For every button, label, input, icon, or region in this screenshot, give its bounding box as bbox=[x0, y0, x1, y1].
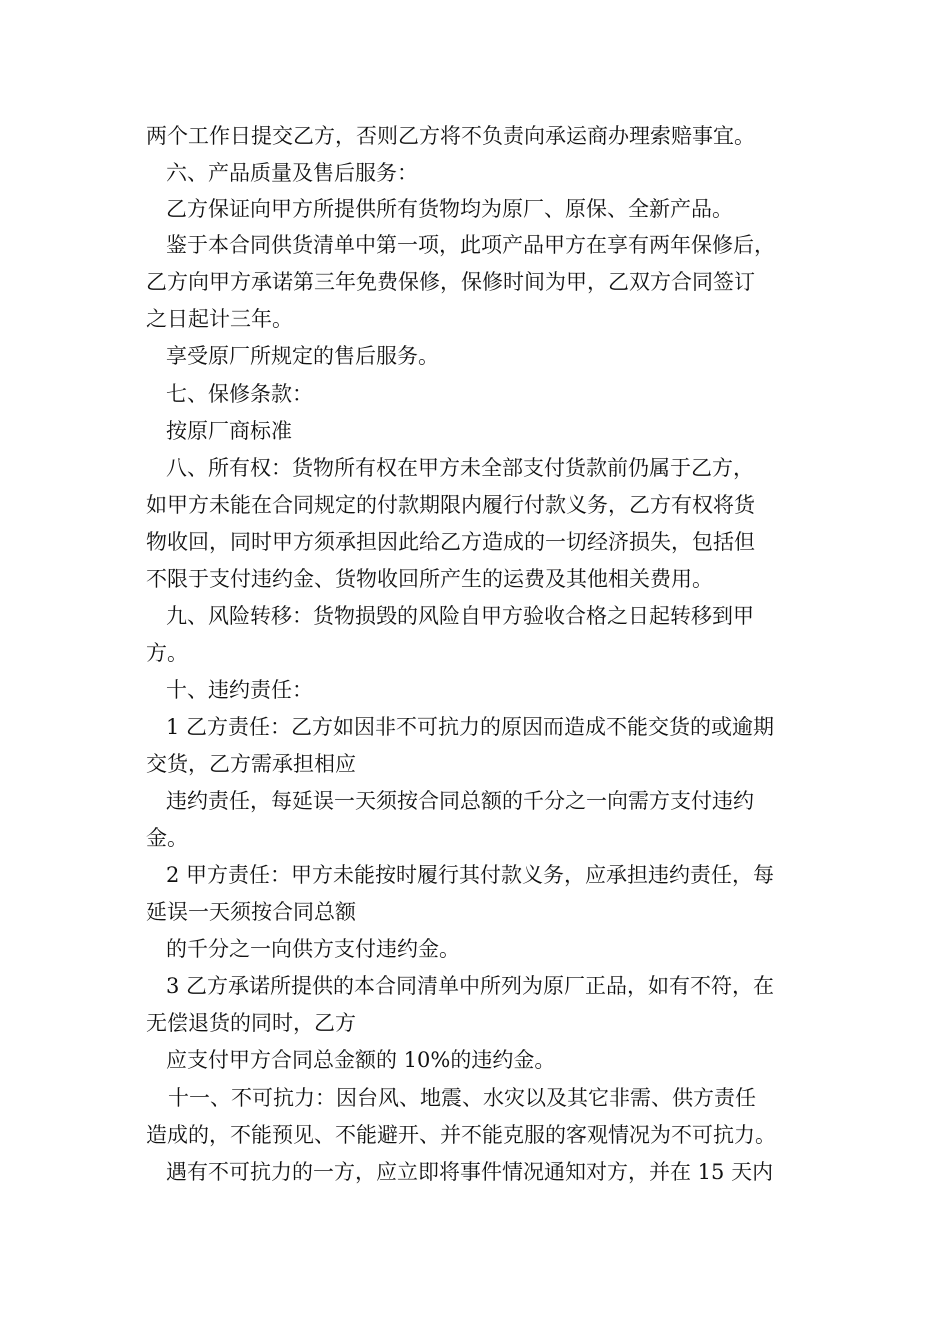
text-line: 如甲方未能在合同规定的付款期限内履行付款义务，乙方有权将货 bbox=[146, 493, 755, 517]
text-line: 3 乙方承诺所提供的本合同清单中所列为原厂正品，如有不符，在 bbox=[166, 974, 775, 998]
text-line: 造成的，不能预见、不能避开、并不能克服的客观情况为不可抗力。 bbox=[146, 1123, 776, 1147]
text-line: 乙方向甲方承诺第三年免费保修，保修时间为甲，乙双方合同签订 bbox=[146, 270, 755, 294]
text-line: 物收回，同时甲方须承担因此给乙方造成的一切经济损失，包括但 bbox=[146, 530, 755, 554]
text-line: 2 甲方责任：甲方未能按时履行其付款义务，应承担违约责任，每 bbox=[166, 863, 775, 887]
section-heading: 九、风险转移：货物损毁的风险自甲方验收合格之日起转移到甲 bbox=[166, 604, 754, 628]
text-line: 按原厂商标准 bbox=[166, 419, 292, 443]
text-line: 金。 bbox=[146, 826, 188, 850]
text-line: 延误一天须按合同总额 bbox=[146, 900, 356, 924]
text-line: 无偿退货的同时，乙方 bbox=[146, 1011, 356, 1035]
section-heading: 十一、不可抗力：因台风、地震、水灾以及其它非需、供方责任 bbox=[168, 1086, 756, 1110]
section-heading: 七、保修条款： bbox=[166, 382, 313, 406]
section-heading: 十、违约责任： bbox=[166, 678, 313, 702]
text-line: 应支付甲方合同总金额的 10%的违约金。 bbox=[166, 1048, 556, 1072]
text-line: 方。 bbox=[146, 641, 188, 665]
text-line: 遇有不可抗力的一方，应立即将事件情况通知对方，并在 15 天内 bbox=[166, 1160, 774, 1184]
text-line: 交货，乙方需承担相应 bbox=[146, 752, 356, 776]
text-line: 的千分之一向供方支付违约金。 bbox=[166, 937, 460, 961]
text-line: 之日起计三年。 bbox=[146, 307, 293, 331]
section-heading: 六、产品质量及售后服务： bbox=[166, 161, 418, 185]
text-line: 乙方保证向甲方所提供所有货物均为原厂、原保、全新产品。 bbox=[166, 197, 733, 221]
text-line: 两个工作日提交乙方，否则乙方将不负责向承运商办理索赔事宜。 bbox=[146, 124, 755, 148]
section-heading: 八、所有权：货物所有权在甲方未全部支付货款前仍属于乙方， bbox=[166, 456, 754, 480]
text-line: 违约责任，每延误一天须按合同总额的千分之一向需方支付违约 bbox=[166, 789, 754, 813]
text-line: 不限于支付违约金、货物收回所产生的运费及其他相关费用。 bbox=[146, 567, 713, 591]
text-line: 鉴于本合同供货清单中第一项，此项产品甲方在享有两年保修后， bbox=[166, 233, 775, 257]
text-line: 享受原厂所规定的售后服务。 bbox=[166, 344, 439, 368]
text-line: 1 乙方责任：乙方如因非不可抗力的原因而造成不能交货的或逾期 bbox=[166, 715, 775, 739]
